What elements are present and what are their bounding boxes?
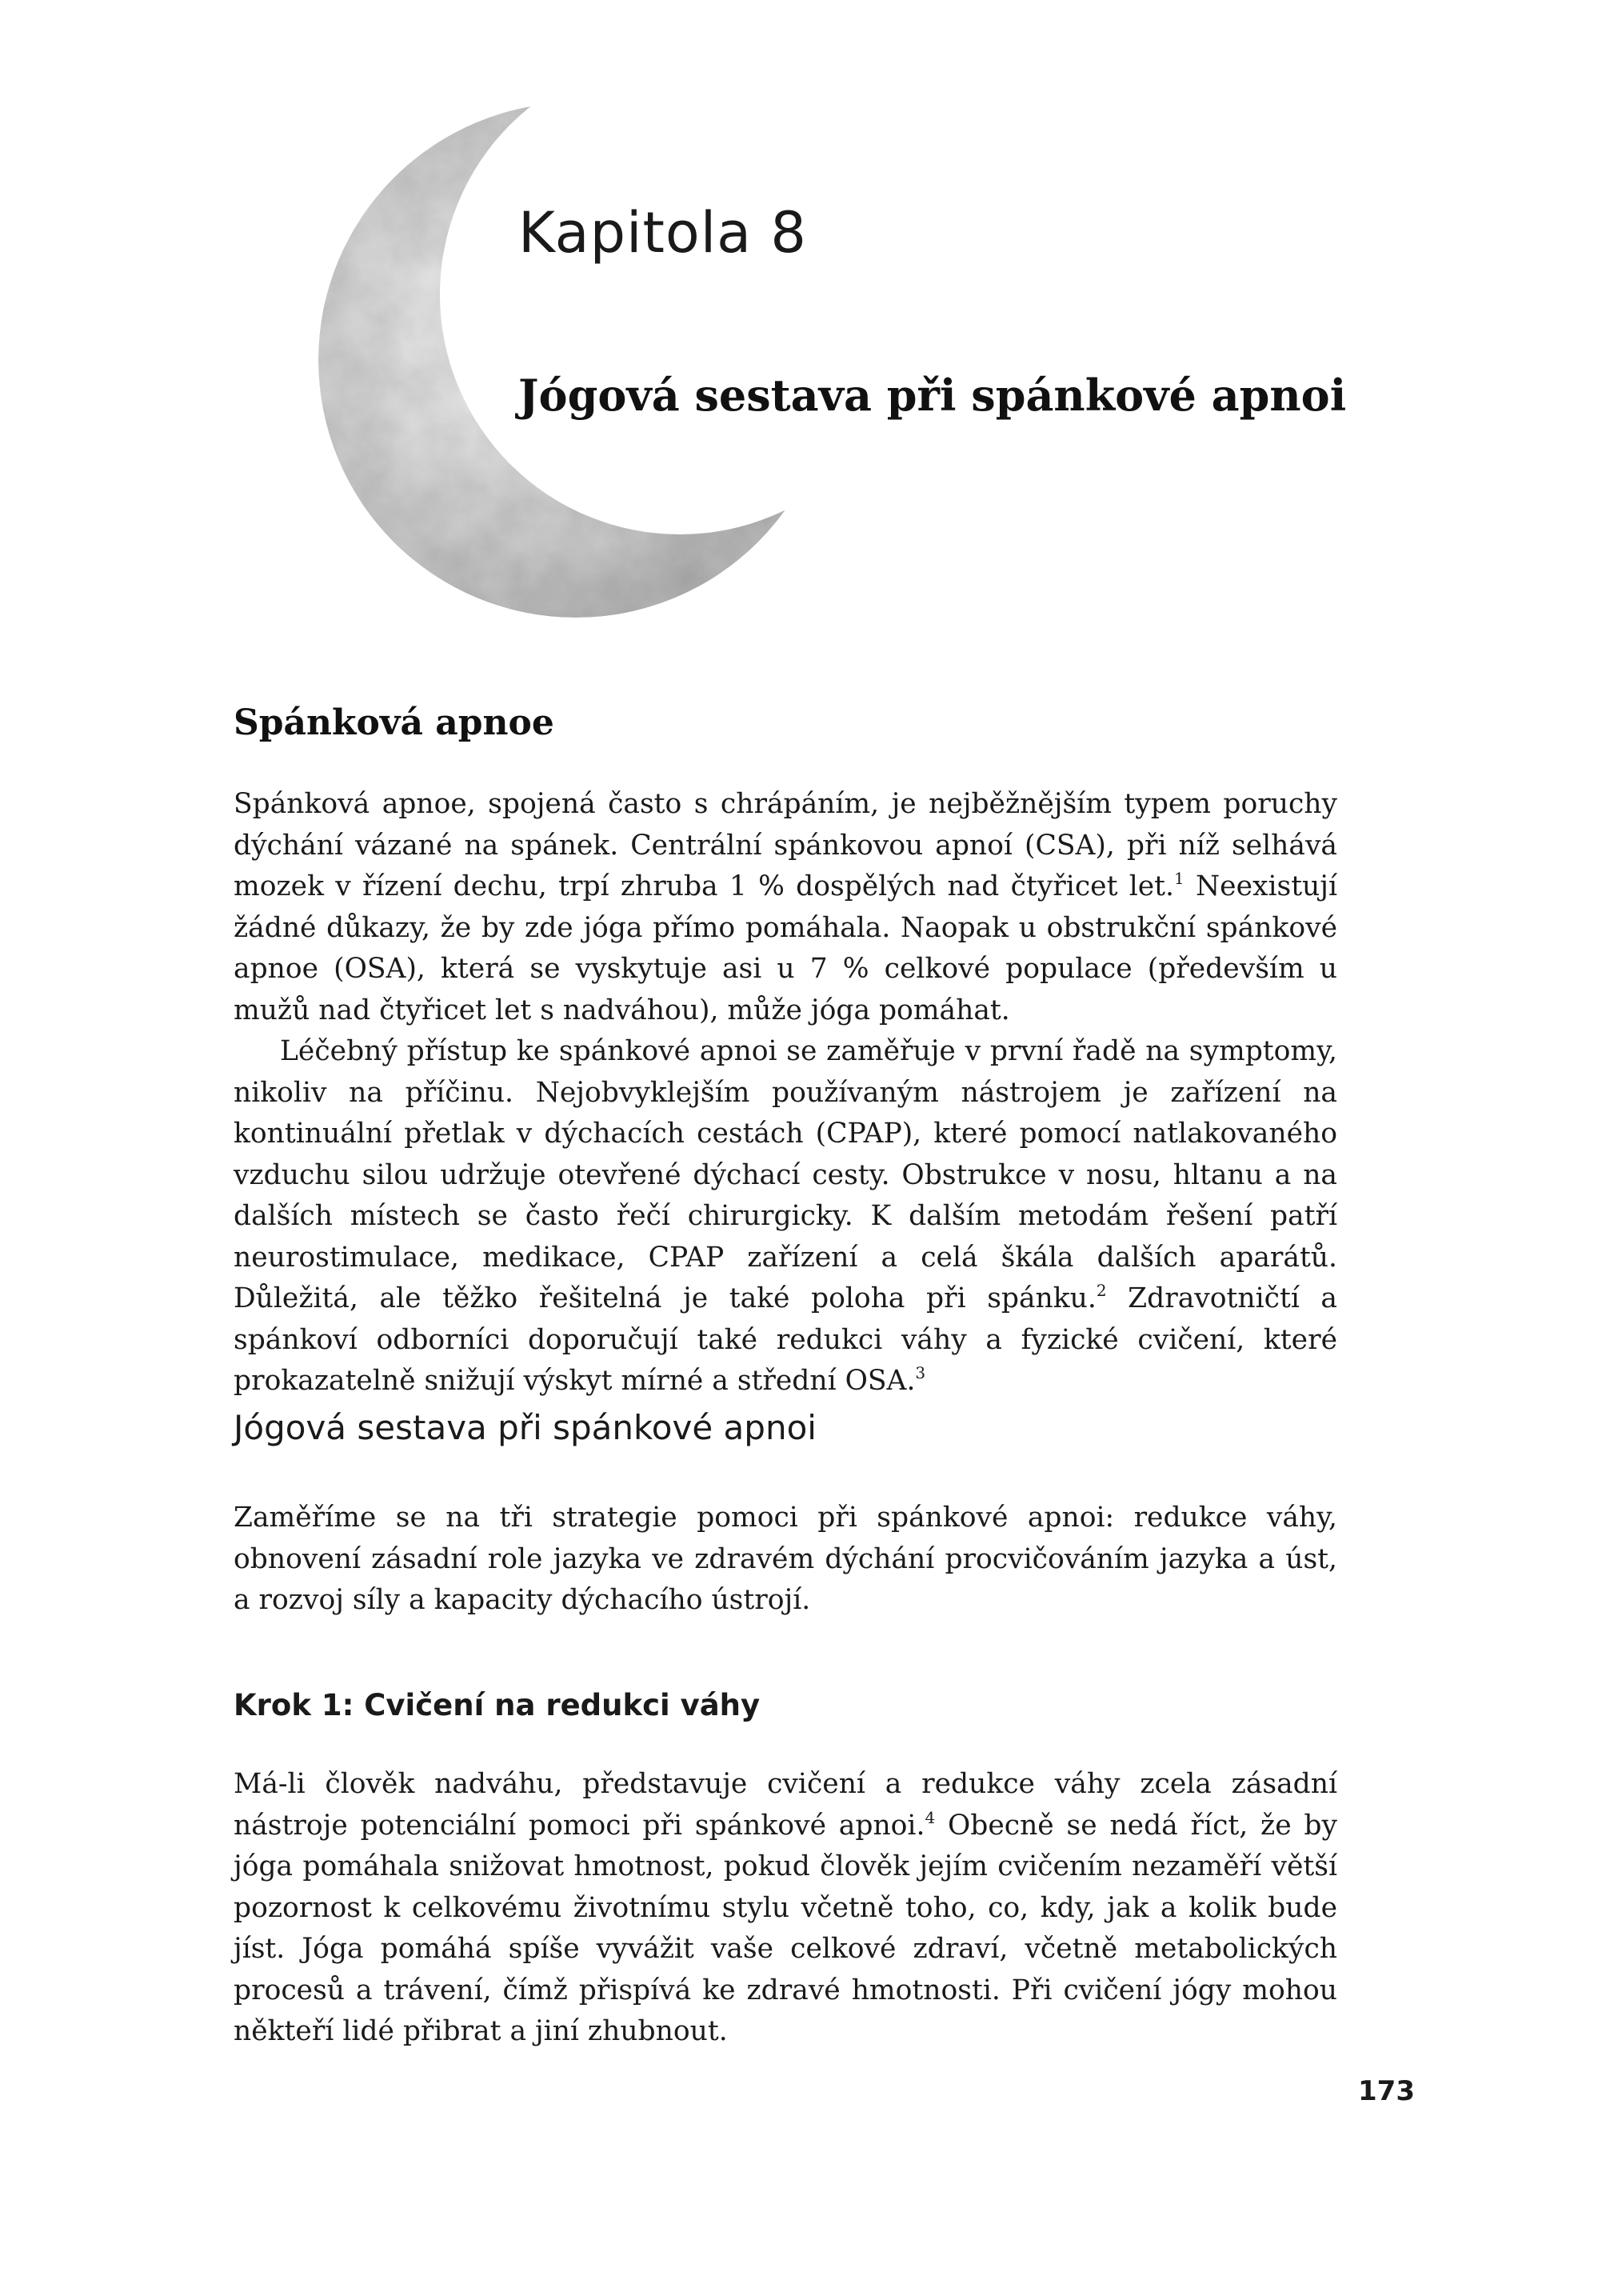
- chapter-title: Jógová sestava při spánkové apnoi: [518, 370, 1347, 421]
- section-heading-sleep-apnea: Spánková apnoe: [234, 702, 554, 743]
- chapter-label: Kapitola 8: [518, 200, 807, 266]
- paragraph: Zaměříme se na tři strategie pomoci při spánkové apnoi: redukce váhy, obnovení zásadní role jazyka ve zdravém dýchání procvičováním jazyka a úst, a rozvoj síly a kapacity dýchacího ústrojí.: [234, 1502, 1337, 1616]
- paragraph: Léčebný přístup ke spánkové apnoi se zaměřuje v první řadě na symptomy, nikoliv na příčinu. Nejobvyklejším používaným nástrojem je zařízení na kontinuální přetlak v dýchacích cestách (CPAP), které pomocí natlakovaného vzduchu silou udržuje otevřené dýchací cesty. Obstrukce v nosu, hltanu a na dalších místech se často řečí chirurgicky. K dalším metodám řešení patří neurostimulace, medikace, CPAP zařízení a celá škála dalších aparátů. Důležitá, ale těžko řešitelná je také poloha při spánku.$^2$ Zdravotničtí a spánkoví odborníci doporučují také redukci váhy a fyzické cvičení, které prokazatelně snižují výskyt mírné a střední OSA.$^3$: [234, 1035, 1337, 1397]
- section-body-yoga-sequence: [234, 1498, 1337, 1622]
- step-heading: Krok 1: Cvičení na redukci váhy: [234, 1688, 761, 1722]
- footnote-ref: 4: [925, 1807, 936, 1827]
- page-number: 173: [1358, 2075, 1415, 2107]
- paragraph: Spánková apnoe, spojená často s chrápáním, je nejběžnějším typem poruchy dýchání vázané na spánek. Centrální spánkovou apnoí (CSA), při níž selhává mozek v řízení dechu, trpí zhruba 1 % dospělých nad čtyřicet let.$^1$ Neexistují žádné důkazy, že by zde jóga přímo pomáhala. Naopak u obstrukční spánkové apnoe (OSA), která se vyskytuje asi u 7 % celkové populace (především u mužů nad čtyřicet let s nadváhou), může jóga pomáhat.: [234, 788, 1338, 1026]
- section-body-sleep-apnea: [234, 784, 1337, 1402]
- crescent-moon-illustration: [304, 80, 880, 640]
- footnote-ref: 3: [915, 1363, 926, 1382]
- footnote-ref: 2: [1096, 1281, 1107, 1300]
- step-body: [234, 1764, 1337, 2053]
- footnote-ref: 1: [1173, 869, 1185, 888]
- section-heading-yoga-sequence: Jógová sestava při spánkové apnoi: [234, 1408, 817, 1447]
- paragraph: Má-li člověk nadváhu, představuje cvičení a redukce váhy zcela zásadní nástroje potenciální pomoci při spánkové apnoi.$^4$ Obecně se nedá říct, že by jóga pomáhala snižovat hmotnost, pokud člověk jejím cvičením nezaměří větší pozornost k celkovému životnímu stylu včetně toho, co, kdy, jak a kolik bude jíst. Jóga pomáhá spíše vyvážit vaše celkové zdraví, včetně metabolických procesů a trávení, čímž přispívá ke zdravé hmotnosti. Při cvičení jógy mohou někteří lidé přibrat a jiní zhubnout.: [234, 1768, 1337, 2047]
